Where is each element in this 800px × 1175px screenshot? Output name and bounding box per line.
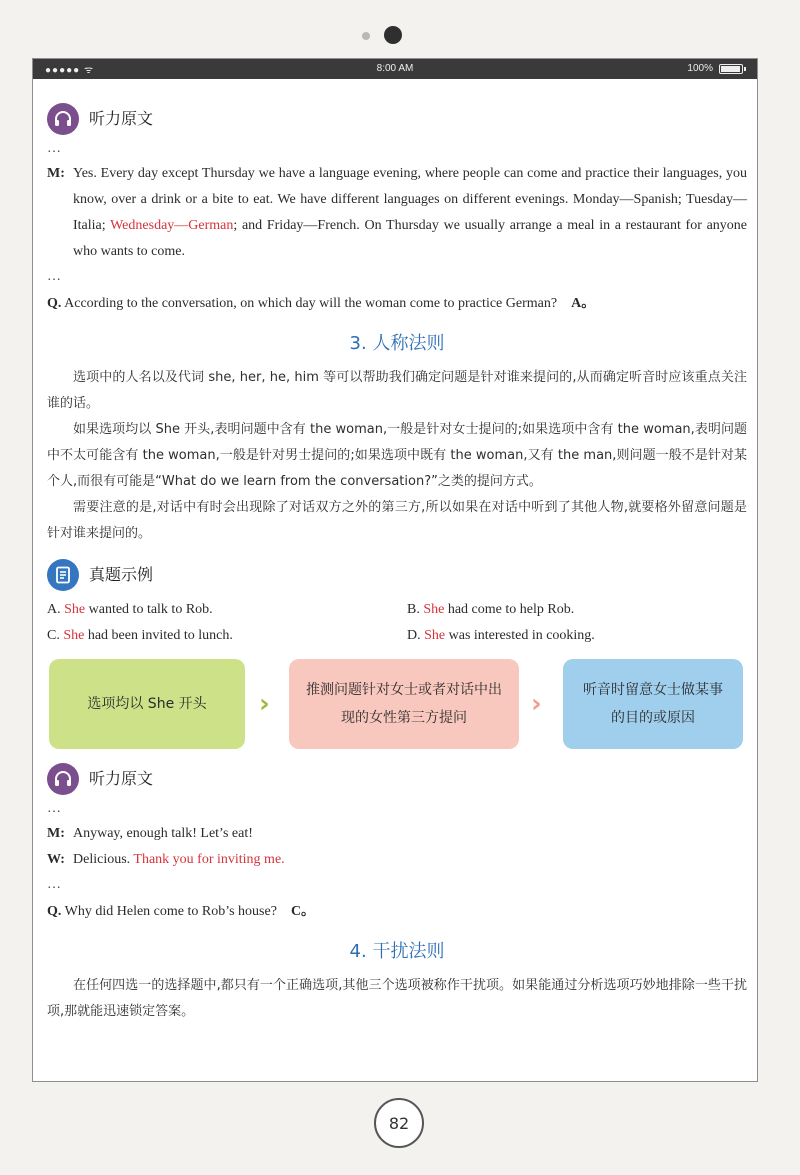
option-a: A. She wanted to talk to Rob. [47,602,213,617]
dialog-line-m [47,161,747,265]
dialog-line-m [47,821,747,847]
option-c: C. She had been invited to lunch. [47,628,233,643]
chevron-right-icon: › [259,689,270,719]
answer-options [47,597,747,649]
battery-icon [719,64,743,74]
camera-dots [362,26,422,46]
signal-icon: ●●●●● ᯤ [45,65,95,76]
ellipsis: … [47,141,61,156]
status-time: 8:00 AM [376,63,414,74]
dialog-text: Anyway, enough talk! Let’s eat! [73,826,253,841]
dialog-line-w [47,847,747,873]
paragraph: 如果选项均以 She 开头,表明问题中含有 the woman,一般是针对女士提问的;如果选项中含有 the woman,表明问题中不太可能含有 the woman,一般是针对男士提问的;如果选项中既有 the woman,又有 the man,则问题一般不是针对某个人,而很有可能是“What do we learn from the conversation?”之类的提问方式。 [47,422,747,489]
sensor-dot [362,32,370,40]
section-title: 真题示例 [89,565,154,584]
page-number: 82 [374,1098,424,1148]
ellipsis: … [47,801,61,816]
listening-header-2 [47,761,747,797]
flow-step-2: 推测问题针对女士或者对话中出现的女性第三方提问 [289,659,519,749]
status-bar [33,59,757,79]
section-title: 听力原文 [89,769,154,788]
flow-step-3: 听音时留意女士做某事的目的或原因 [563,659,743,749]
question-line [47,899,747,925]
highlight-text: Wednesday—German [110,218,234,233]
paragraph: 选项中的人名以及代词 she, her, he, him 等可以帮助我们确定问题是针对谁来提问的,从而确定听音时应该重点关注谁的话。 [47,370,747,411]
battery-percent: 100% [687,63,713,74]
ellipsis: … [47,269,61,284]
question-label: Q. [47,296,62,311]
speaker-label: W: [47,852,65,867]
rule-title: 4. 干扰法则 [349,941,445,962]
example-header [47,557,747,593]
chevron-right-icon: › [531,689,542,719]
question-answer: A。 [571,296,596,311]
dialog-text: Delicious. Thank you for inviting me. [73,852,285,867]
question-label: Q. [47,904,62,919]
question-text: Why did Helen come to Rob’s house? [64,904,277,919]
speaker-label: M: [47,826,65,841]
flow-step-1: 选项均以 She 开头 [49,659,245,749]
highlight-text: Thank you for inviting me. [133,852,285,867]
ellipsis: … [47,877,61,892]
paragraph: 在任何四选一的选择题中,都只有一个正确选项,其他三个选项被称作干扰项。如果能通过分析选项巧妙地排除一些干扰项,那就能迅速锁定答案。 [47,978,747,1019]
option-d: D. She was interested in cooking. [407,628,595,643]
paragraph: 需要注意的是,对话中有时会出现除了对话双方之外的第三方,所以如果在对话中听到了其他人物,就要格外留意问题是针对谁来提问的。 [47,500,747,541]
document-icon [47,559,79,591]
section-title: 听力原文 [89,109,154,128]
headphones-icon [47,763,79,795]
rule-title: 3. 人称法则 [349,333,445,354]
tablet-screen [32,58,758,1082]
reasoning-flow [47,659,747,755]
headphones-icon [47,103,79,135]
speaker-label: M: [47,166,65,181]
question-text: According to the conversation, on which day will the woman come to practice German? [64,296,558,311]
option-b: B. She had come to help Rob. [407,602,575,617]
camera-dot [384,26,402,44]
question-answer: C。 [290,904,316,919]
page-content [47,101,747,1025]
listening-header-1 [47,101,747,137]
dialog-text: Yes. Every day except Thursday we have a language evening, where people can come and practice their languages, you know, over a drink or a bite to eat. We have different languages on different evenings. Monday—Spanish; Tuesday—Italia; Wednesday—German; and Friday—French. On Thursday we usually arrange a meal in a restaurant for anyone who wants to come. [73,166,747,259]
question-line [47,291,747,317]
